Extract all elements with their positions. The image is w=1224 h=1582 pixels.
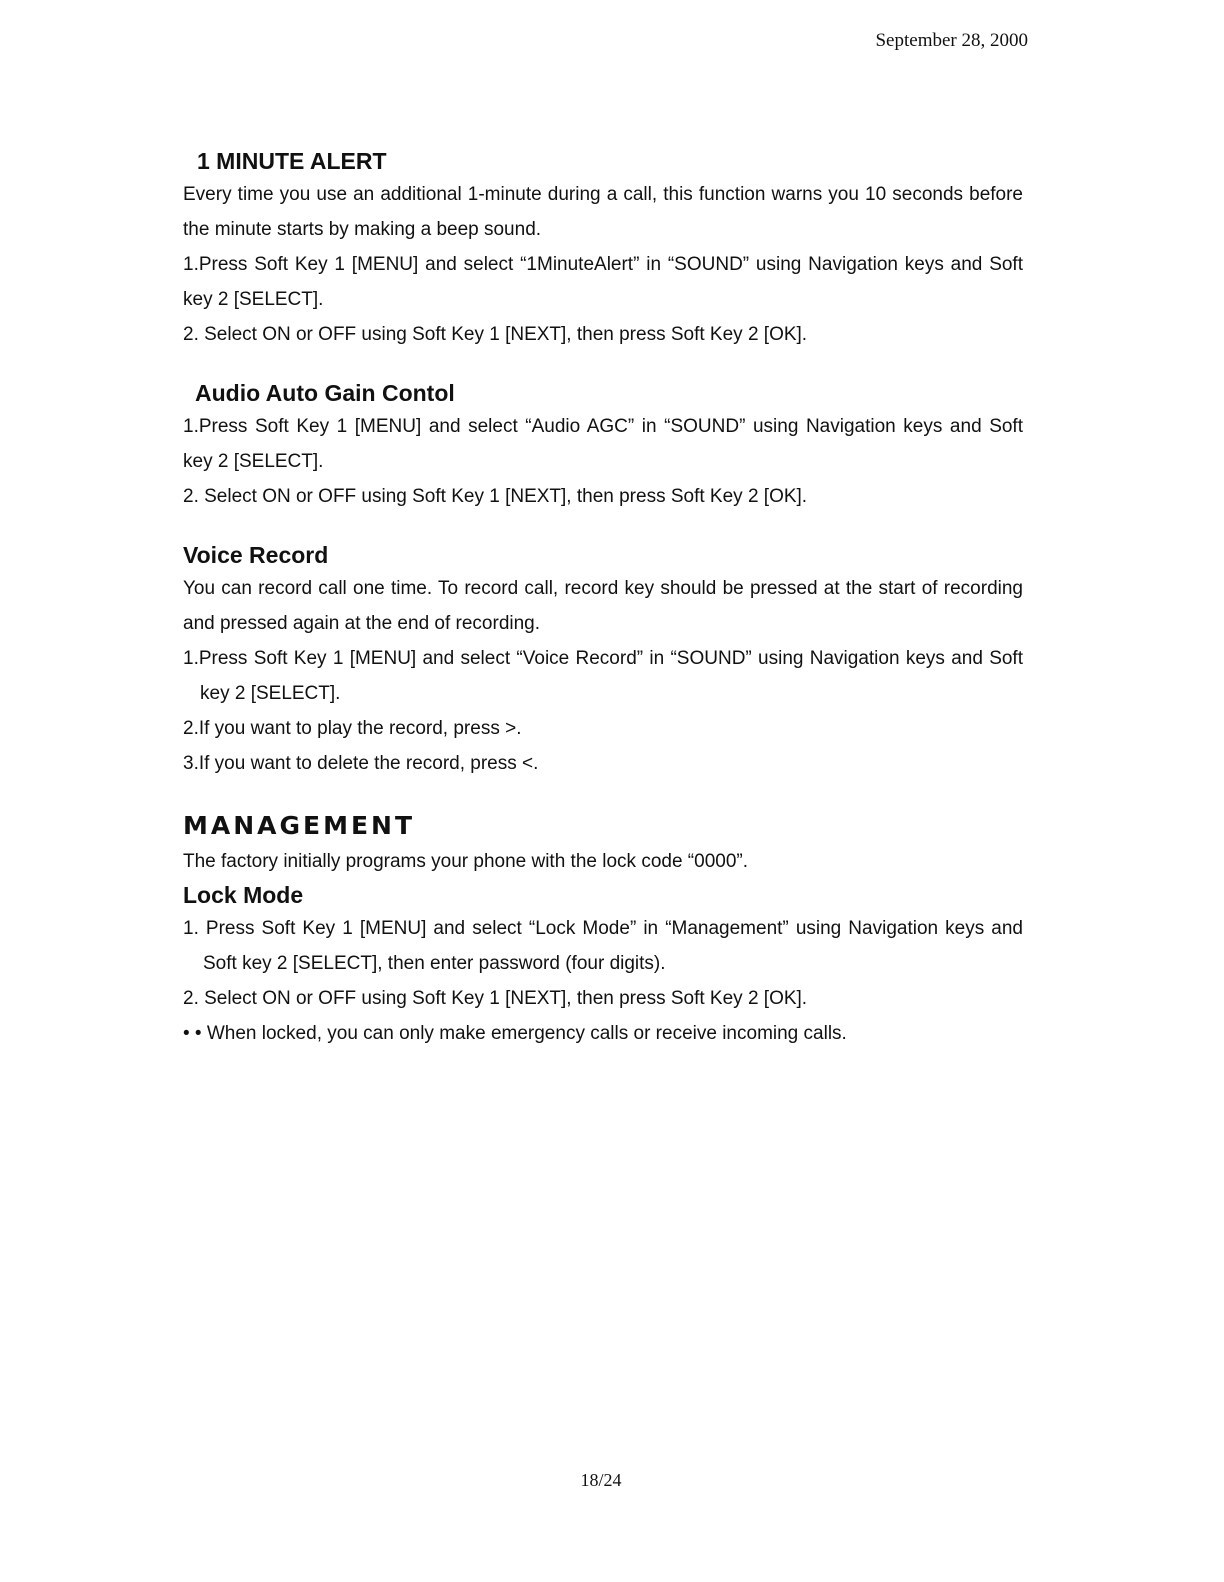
lock-mode-step-1: 1. Press Soft Key 1 [MENU] and select “Lock Mode” in “Management” using Navigation keys and Soft key 2 [SELECT], then enter password (four digits). [183, 918, 1023, 974]
voice-record-step-2: 2.If you want to play the record, press >. [183, 718, 522, 739]
section-title-lock-mode: Lock Mode [183, 882, 304, 908]
page-number: 18/24 [580, 1470, 622, 1490]
section-title-voice-record: Voice Record [183, 542, 329, 568]
header-date: September 28, 2000 [875, 30, 1028, 51]
voice-record-step-3: 3.If you want to delete the record, press <. [183, 753, 539, 774]
minute-alert-step-1: 1.Press Soft Key 1 [MENU] and select “1MinuteAlert” in “SOUND” using Navigation keys and Soft key 2 [SELECT]. [183, 254, 1023, 310]
section-title-management: MANAGEMENT [183, 811, 416, 840]
minute-alert-step-2: 2. Select ON or OFF using Soft Key 1 [NEXT], then press Soft Key 2 [OK]. [183, 324, 808, 345]
management-intro: The factory initially programs your phone with the lock code “0000”. [183, 851, 748, 872]
section-title-minute-alert: 1 MINUTE ALERT [197, 148, 387, 174]
page-content [183, 145, 1023, 1051]
voice-record-description: You can record call one time. To record call, record key should be pressed at the start of recording and pressed again at the end of recording. [183, 578, 1023, 634]
section-title-agc: Audio Auto Gain Contol [195, 380, 455, 406]
agc-step-1: 1.Press Soft Key 1 [MENU] and select “Audio AGC” in “SOUND” using Navigation keys and Soft key 2 [SELECT]. [183, 416, 1023, 472]
lock-mode-note: • • When locked, you can only make emergency calls or receive incoming calls. [183, 1023, 847, 1044]
voice-record-step-1: 1.Press Soft Key 1 [MENU] and select “Voice Record” in “SOUND” using Navigation keys and Soft key 2 [SELECT]. [183, 648, 1023, 704]
agc-step-2: 2. Select ON or OFF using Soft Key 1 [NEXT], then press Soft Key 2 [OK]. [183, 486, 808, 507]
minute-alert-description: Every time you use an additional 1-minute during a call, this function warns you 10 seconds before the minute starts by making a beep sound. [183, 184, 1023, 240]
lock-mode-step-2: 2. Select ON or OFF using Soft Key 1 [NEXT], then press Soft Key 2 [OK]. [183, 988, 808, 1009]
